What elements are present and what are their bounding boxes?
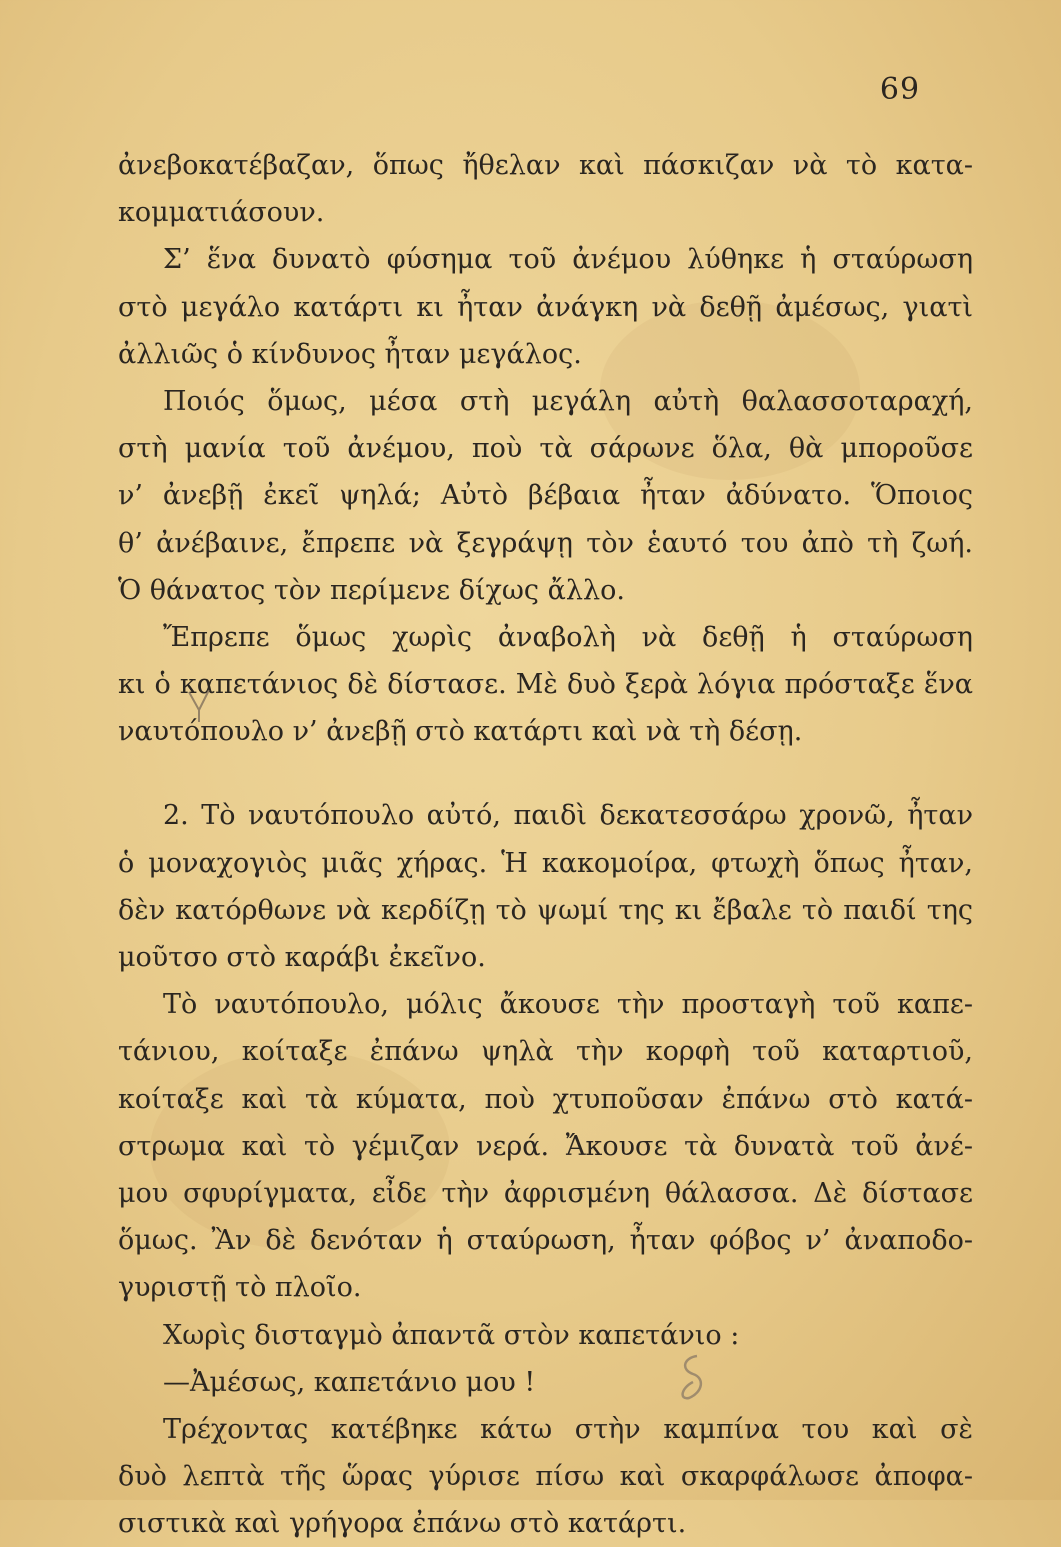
- text-line: Ποιός ὅμως, μέσα στὴ μεγάλη αὐτὴ θαλασσοταραχή,: [163, 385, 973, 417]
- text-line: κομματιάσουν.: [118, 197, 325, 229]
- text-line: Τὸ ναυτόπουλο, μόλις ἄκουσε τὴν προσταγὴ τοῦ καπε-: [163, 989, 973, 1021]
- text-line: τάνιου, κοίταξε ἐπάνω ψηλὰ τὴν κορφὴ τοῦ καταρτιοῦ,: [118, 1036, 973, 1068]
- text-line: μου σφυρίγματα, εἶδε τὴν ἀφρισμένη θάλασσα. Δὲ δίστασε: [118, 1177, 973, 1209]
- pencil-check-mark-icon: [185, 688, 215, 724]
- text-line: Ὁ θάνατος τὸν περίμενε δίχως ἄλλο.: [118, 574, 625, 606]
- body-text: [118, 142, 973, 1547]
- text-line: Χωρὶς δισταγμὸ ἀπαντᾶ στὸν καπετάνιο :: [163, 1319, 740, 1351]
- section-gap: [118, 755, 973, 792]
- text-line: Σ’ ἕνα δυνατὸ φύσημα τοῦ ἀνέμου λύθηκε ἡ σταύρωση: [163, 244, 973, 276]
- text-line: δὲν κατόρθωνε νὰ κερδίζῃ τὸ ψωμί της κι ἔβαλε τὸ παιδί της: [118, 894, 973, 926]
- text-line: στρωμα καὶ τὸ γέμιζαν νερά. Ἄκουσε τὰ δυνατὰ τοῦ ἀνέ-: [118, 1130, 973, 1162]
- text-line: —Ἀμέσως, καπετάνιο μου !: [163, 1366, 536, 1398]
- text-line: δυὸ λεπτὰ τῆς ὥρας γύρισε πίσω καὶ σκαρφάλωσε ἀποφα-: [118, 1461, 973, 1493]
- text-line: Ἔπρεπε ὅμως χωρὶς ἀναβολὴ νὰ δεθῇ ἡ σταύρωση: [163, 621, 973, 653]
- page-number: 69: [879, 72, 921, 107]
- text-line: στὴ μανία τοῦ ἀνέμου, ποὺ τὰ σάρωνε ὅλα, θὰ μποροῦσε: [118, 433, 973, 465]
- text-line: ὁ μοναχογιὸς μιᾶς χήρας. Ἡ κακομοίρα, φτωχὴ ὅπως ἦταν,: [118, 847, 973, 879]
- text-line: ἀλλιῶς ὁ κίνδυνος ἦταν μεγάλος.: [118, 338, 582, 370]
- text-line: θ’ ἀνέβαινε, ἔπρεπε νὰ ξεγράψῃ τὸν ἑαυτό του ἀπὸ τὴ ζωή.: [118, 527, 973, 559]
- pencil-scribble-icon: [675, 1352, 711, 1402]
- text-line: μοῦτσο στὸ καράβι ἐκεῖνο.: [118, 942, 486, 973]
- text-line: ἀνεβοκατέβαζαν, ὅπως ἤθελαν καὶ πάσκιζαν νὰ τὸ κατα-: [118, 150, 973, 181]
- text-line: Τρέχοντας κατέβηκε κάτω στὴν καμπίνα του καὶ σὲ: [163, 1413, 973, 1445]
- text-line: ν’ ἀνεβῇ ἐκεῖ ψηλά; Αὐτὸ βέβαια ἦταν ἀδύνατο. Ὅποιος: [118, 480, 973, 512]
- text-line: κι ὁ καπετάνιος δὲ δίστασε. Μὲ δυὸ ξερὰ λόγια πρόσταξε ἕνα: [118, 669, 973, 701]
- text-line: 2. Τὸ ναυτόπουλο αὐτό, παιδὶ δεκατεσσάρω χρονῶ, ἦταν: [163, 800, 973, 832]
- text-line: ναυτόπουλο ν’ ἀνεβῇ στὸ κατάρτι καὶ νὰ τὴ δέσῃ.: [118, 716, 803, 748]
- text-line: γυριστῇ τὸ πλοῖο.: [118, 1272, 362, 1304]
- text-line: σιστικὰ καὶ γρήγορα ἐπάνω στὸ κατάρτι.: [118, 1508, 687, 1540]
- text-line: στὸ μεγάλο κατάρτι κι ἦταν ἀνάγκη νὰ δεθῇ ἀμέσως, γιατὶ: [118, 291, 973, 323]
- text-line: κοίταξε καὶ τὰ κύματα, ποὺ χτυποῦσαν ἐπάνω στὸ κατά-: [118, 1083, 973, 1115]
- text-line: ὅμως. Ἂν δὲ δενόταν ἡ σταύρωση, ἦταν φόβος ν’ ἀναποδο-: [118, 1225, 973, 1257]
